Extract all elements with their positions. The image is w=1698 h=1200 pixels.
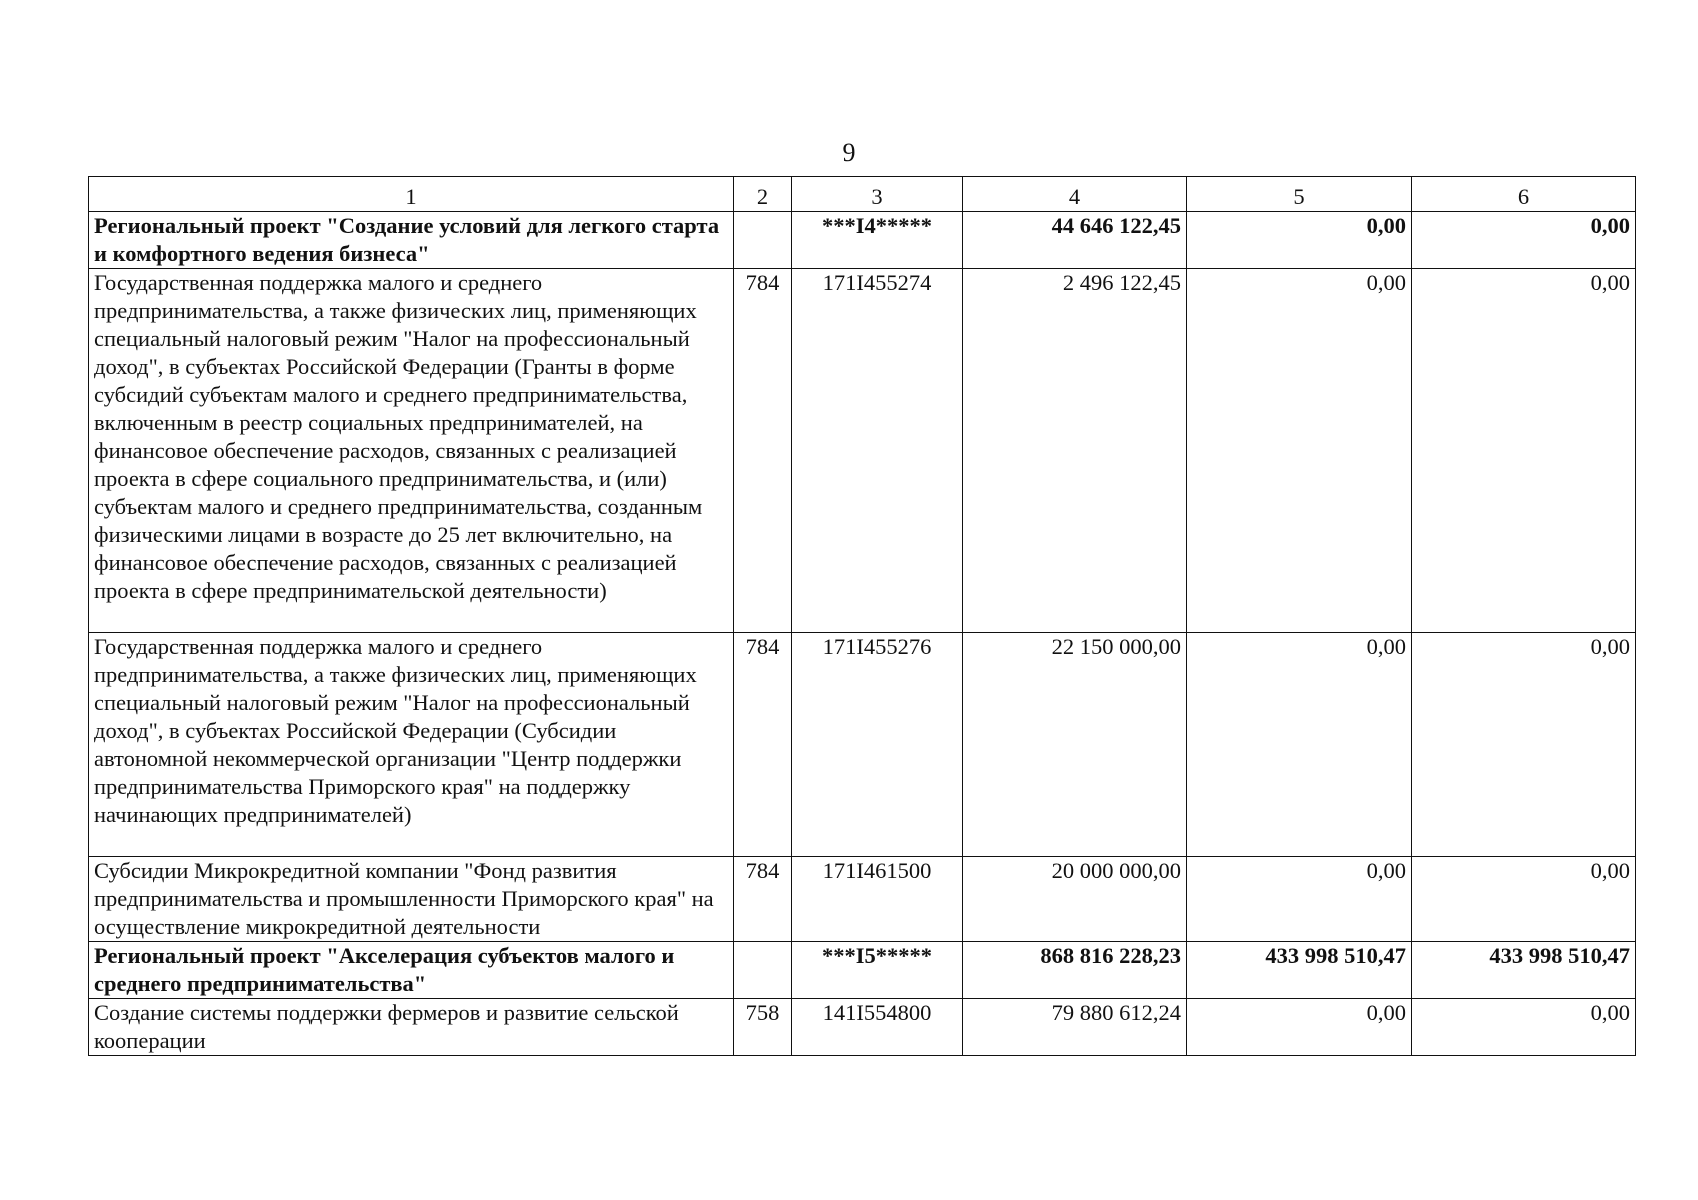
row-amount-3: 0,00 xyxy=(1412,212,1636,269)
row-grbs xyxy=(734,212,792,269)
column-header: 6 xyxy=(1412,177,1636,212)
row-code: ***I4***** xyxy=(792,212,963,269)
row-code: 171I455276 xyxy=(792,633,963,857)
row-amount-1: 44 646 122,45 xyxy=(963,212,1187,269)
row-amount-3: 0,00 xyxy=(1412,999,1636,1056)
page-number: 9 xyxy=(842,138,856,167)
row-grbs: 784 xyxy=(734,857,792,942)
row-name: Региональный проект "Создание условий для легкого старта и комфортного ведения бизнеса" xyxy=(89,212,734,269)
row-name: Государственная поддержка малого и среднего предпринимательства, а также физических лиц, применяющих специальный налоговый режим "Налог на профессиональный доход", в субъектах Российской Федерации (Гранты в форме субсидий субъектам малого и среднего предпринимательства, включенным в реестр социальных предпринимателей, на финансовое обеспечение расходов, связанных с реализацией проекта в сфере социального предпринимательства, и (или) субъектам малого и среднего предпринимательства, созданным физическими лицами в возрасте до 25 лет включительно, на финансовое обеспечение расходов, связанных с реализацией проекта в сфере предпринимательской деятельности) xyxy=(89,269,734,633)
row-amount-2: 0,00 xyxy=(1187,999,1412,1056)
column-header: 1 xyxy=(89,177,734,212)
row-code: 171I455274 xyxy=(792,269,963,633)
row-amount-1: 868 816 228,23 xyxy=(963,942,1187,999)
column-header: 5 xyxy=(1187,177,1412,212)
row-amount-3: 0,00 xyxy=(1412,633,1636,857)
row-code: ***I5***** xyxy=(792,942,963,999)
row-amount-2: 0,00 xyxy=(1187,857,1412,942)
row-grbs: 758 xyxy=(734,999,792,1056)
row-grbs: 784 xyxy=(734,269,792,633)
table-row xyxy=(89,269,1636,633)
project-row xyxy=(89,942,1636,999)
row-amount-3: 0,00 xyxy=(1412,269,1636,633)
row-code: 171I461500 xyxy=(792,857,963,942)
row-amount-1: 2 496 122,45 xyxy=(963,269,1187,633)
row-amount-2: 0,00 xyxy=(1187,212,1412,269)
row-code: 141I554800 xyxy=(792,999,963,1056)
table-row xyxy=(89,999,1636,1056)
budget-table xyxy=(88,176,1636,1056)
row-name: Государственная поддержка малого и среднего предпринимательства, а также физических лиц, применяющих специальный налоговый режим "Налог на профессиональный доход", в субъектах Российской Федерации (Субсидии автономной некоммерческой организации "Центр поддержки предпринимательства Приморского края" на поддержку начинающих предпринимателей) xyxy=(89,633,734,857)
row-amount-1: 22 150 000,00 xyxy=(963,633,1187,857)
table-row xyxy=(89,857,1636,942)
row-amount-2: 0,00 xyxy=(1187,633,1412,857)
column-header: 2 xyxy=(734,177,792,212)
column-header: 3 xyxy=(792,177,963,212)
row-amount-1: 79 880 612,24 xyxy=(963,999,1187,1056)
project-row xyxy=(89,212,1636,269)
row-grbs xyxy=(734,942,792,999)
table-header-row xyxy=(89,177,1636,212)
row-amount-3: 0,00 xyxy=(1412,857,1636,942)
column-header: 4 xyxy=(963,177,1187,212)
row-amount-3: 433 998 510,47 xyxy=(1412,942,1636,999)
row-name: Региональный проект "Акселерация субъектов малого и среднего предпринимательства" xyxy=(89,942,734,999)
row-grbs: 784 xyxy=(734,633,792,857)
row-amount-2: 433 998 510,47 xyxy=(1187,942,1412,999)
row-name: Субсидии Микрокредитной компании "Фонд развития предпринимательства и промышленности Приморского края" на осуществление микрокредитной деятельности xyxy=(89,857,734,942)
table-row xyxy=(89,633,1636,857)
row-amount-1: 20 000 000,00 xyxy=(963,857,1187,942)
row-name: Создание системы поддержки фермеров и развитие сельской кооперации xyxy=(89,999,734,1056)
row-amount-2: 0,00 xyxy=(1187,269,1412,633)
